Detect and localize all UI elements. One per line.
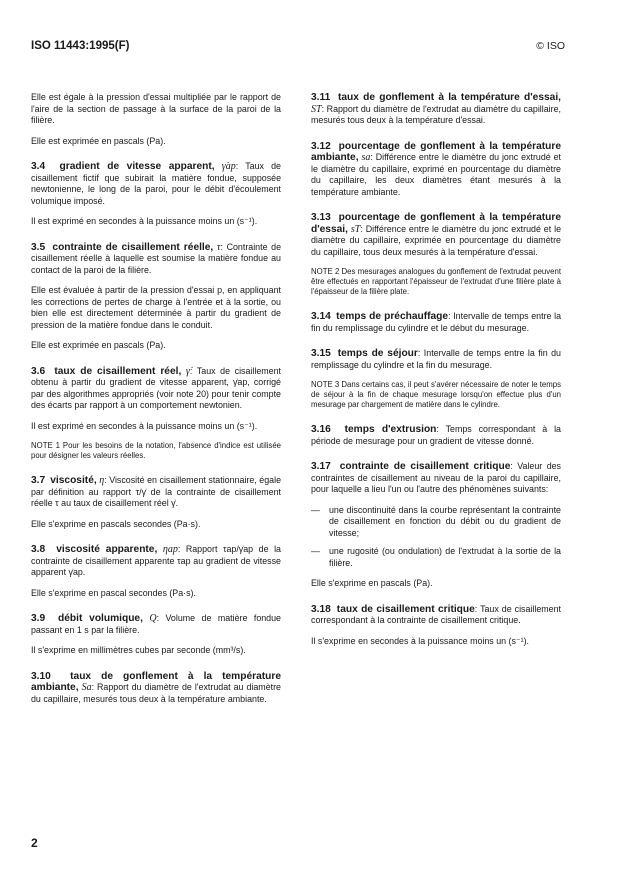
definition: : Valeur des contraintes de cisaillement au niveau de la paroi du capillaire, pour laquelle a lieu l'un ou l'autre des phénomènes suivants: bbox=[311, 461, 561, 494]
term-name: temps d'extrusion bbox=[344, 424, 437, 435]
term-3-4 bbox=[31, 161, 281, 207]
definition: : Contrainte de cisaillement réelle à laquelle est soumise la matière fondue au contact de la paroi de la filière. bbox=[31, 241, 282, 275]
clause-number: 3.9 bbox=[31, 613, 46, 624]
symbol: sa bbox=[361, 152, 371, 163]
page-number: 2 bbox=[31, 836, 38, 850]
term-name: taux de cisaillement critique bbox=[336, 603, 475, 615]
term-name: débit volumique, bbox=[58, 613, 143, 624]
clause-number: 3.8 bbox=[31, 544, 46, 555]
definition: : Volume de matière fondue passant en 1 s par la filière. bbox=[31, 613, 281, 635]
term-3-8 bbox=[31, 544, 281, 579]
definition: : Rapport du diamètre de l'extrudat au diamètre du capillaire, mesurés tous deux à la température d'essai. bbox=[311, 103, 561, 125]
term-name: viscosité, bbox=[50, 475, 97, 486]
symbol: η bbox=[99, 475, 105, 486]
symbol: Q bbox=[149, 613, 157, 624]
definition: : Temps correspondant à la période de mesurage pour un gradient de vitesse donné. bbox=[311, 424, 561, 446]
definition: : Différence entre le diamètre du jonc extrudé et le diamètre du capillaire, exprimée en pourcentage du diamètre du capillaire, tous deux mesurés à la température d'essai. bbox=[311, 223, 562, 257]
term-3-11 bbox=[311, 92, 561, 127]
note-3: NOTE 3 Dans certains cas, il peut s'avérer nécessaire de noter le temps de séjour à la fin de chaque mesurage lorsqu'on effectue plus d'un mesurage par chargement de matière dans le cylindre. bbox=[311, 380, 561, 409]
list-item-text: une rugosité (ou ondulation) de l'extrudat à la sortie de la filière. bbox=[329, 546, 561, 568]
clause-number: 3.10 bbox=[31, 670, 51, 682]
term-3-12 bbox=[311, 141, 561, 199]
clause-number: 3.6 bbox=[31, 365, 46, 377]
term-3-15 bbox=[311, 348, 561, 371]
term-3-16 bbox=[311, 424, 561, 447]
clause-number: 3.13 bbox=[311, 212, 331, 223]
clause-number: 3.7 bbox=[31, 475, 46, 486]
term-name: pourcentage de gonflement à la température ambiante, bbox=[311, 140, 561, 163]
unit-statement: Il est exprimé en secondes à la puissance moins un (s⁻¹). bbox=[31, 420, 258, 431]
definition: : Taux de cisaillement correspondant à la contrainte de cisaillement critique. bbox=[311, 603, 561, 625]
definition: : Intervalle de temps entre la fin du remplissage du cylindre et le début du mesurage. bbox=[311, 311, 562, 333]
term-name: temps de préchauffage bbox=[336, 311, 449, 322]
symbol: γ̇ bbox=[185, 365, 190, 377]
term-3-17 bbox=[311, 461, 561, 496]
term-name: gradient de vitesse apparent, bbox=[59, 161, 215, 172]
symbol: ηap bbox=[162, 544, 178, 555]
term-3-10 bbox=[31, 671, 281, 706]
note-1: NOTE 1 Pour les besoins de la notation, l'absence d'indice est utilisée pour désigner les valeurs réelles. bbox=[31, 441, 281, 460]
header-standard: ISO 11443:1995(F) bbox=[31, 40, 130, 52]
definition: : Taux de cisaillement obtenu à partir du gradient de vitesse apparent, γ̇ap, corrigé par des algorithmes appropriés (voir note 20) pour tenir compte des écarts par rapport à un comportement newtonien. bbox=[31, 365, 281, 410]
left-column bbox=[31, 92, 281, 714]
definition: : Rapport du diamètre de l'extrudat au diamètre du capillaire, mesurés tous deux à la température ambiante. bbox=[31, 682, 281, 704]
unit-statement: Elle est exprimée en pascals (Pa). bbox=[31, 340, 166, 350]
clause-number: 3.18 bbox=[311, 603, 331, 615]
paragraph: Elle est exprimée en pascals (Pa). bbox=[31, 135, 166, 146]
dash-bullet: — bbox=[311, 504, 320, 515]
term-name: pourcentage de gonflement à la température d'essai, bbox=[311, 212, 561, 235]
definition: : Taux de cisaillement fictif que subirait la matière fondue, supposée newtonienne, le long de la paroi, pour le débit d'écoulement volumique imposé. bbox=[31, 161, 281, 206]
term-3-9 bbox=[31, 613, 281, 636]
symbol: Sa bbox=[81, 682, 92, 693]
clause-number: 3.16 bbox=[311, 424, 331, 435]
term-name: contrainte de cisaillement critique bbox=[339, 461, 511, 472]
unit-statement: Elle s'exprime en pascal secondes (Pa·s). bbox=[31, 587, 196, 598]
clause-number: 3.15 bbox=[311, 348, 331, 359]
clause-number: 3.14 bbox=[311, 311, 331, 322]
term-name: taux de cisaillement réel, bbox=[54, 365, 182, 377]
definition: : Rapport τap/γ̇ap de la contrainte de cisaillement apparente τap au gradient de vitesse apparent γ̇ap. bbox=[31, 544, 281, 577]
unit-statement: Elle s'exprime en pascals (Pa). bbox=[311, 578, 433, 588]
term-3-5 bbox=[31, 242, 281, 277]
dash-bullet: — bbox=[311, 546, 320, 556]
term-3-6 bbox=[31, 366, 281, 412]
note-2: NOTE 2 Des mesurages analogues du gonflement de l'extrudat peuvent être effectués en rapportant l'épaisseur de l'extrudat d'une filière plate à l'épaisseur de la filière plate. bbox=[311, 267, 561, 296]
clause-number: 3.11 bbox=[311, 92, 331, 103]
term-name: viscosité apparente, bbox=[56, 544, 158, 555]
symbol: sT bbox=[350, 223, 361, 235]
term-name: taux de gonflement à la température ambiante, bbox=[31, 670, 281, 693]
phenomena-list bbox=[311, 505, 561, 570]
term-3-18 bbox=[311, 604, 561, 627]
definition: : Différence entre le diamètre du jonc extrudé et le diamètre du capillaire, exprimé en pourcentage du diamètre du capillaire, les deux diamètres étant mesurés à la température ambiante. bbox=[311, 152, 561, 197]
term-name: contrainte de cisaillement réelle, bbox=[52, 241, 214, 253]
paragraph: Elle est évaluée à partir de la pression d'essai p, en appliquant les corrections de pertes de charge à l'entrée et à la sortie, ou bien elle est directement déterminée à partir du gradient de pression de la matière fondue dans le conduit. bbox=[31, 285, 281, 330]
unit-statement: Il est exprimé en secondes à la puissance moins un (s⁻¹). bbox=[31, 216, 258, 226]
symbol: γ̇ap bbox=[221, 161, 236, 172]
definition: : Viscosité en cisaillement stationnaire, égale par définition au rapport τ/γ̇ de la contrainte de cisaillement réelle τ au taux de cisaillement réel γ̇. bbox=[31, 475, 282, 508]
header-copyright: © ISO bbox=[536, 40, 565, 52]
paragraph: Elle est égale à la pression d'essai multipliée par le rapport de l'aire de la section de passage à la surface de la paroi de la filière. bbox=[31, 92, 281, 125]
clause-number: 3.12 bbox=[311, 140, 331, 152]
term-3-7 bbox=[31, 475, 281, 510]
term-name: temps de séjour bbox=[337, 348, 418, 359]
term-3-14 bbox=[311, 311, 561, 334]
symbol: ST bbox=[311, 103, 322, 115]
list-item bbox=[311, 546, 561, 569]
unit-statement: Il s'exprime en millimètres cubes par seconde (mm³/s). bbox=[31, 645, 246, 655]
symbol: τ bbox=[216, 241, 221, 253]
clause-number: 3.17 bbox=[311, 461, 331, 472]
unit-statement: Elle s'exprime en pascals secondes (Pa·s). bbox=[31, 518, 201, 529]
list-item bbox=[311, 505, 561, 540]
term-name: taux de gonflement à la température d'essai, bbox=[337, 92, 561, 103]
right-column bbox=[311, 92, 561, 656]
list-item-text: une discontinuité dans la courbe représentant la contrainte de cisaillement en fonction du débit ou du gradient de vitesse; bbox=[329, 504, 561, 538]
definition: : Intervalle de temps entre la fin du remplissage du cylindre et la fin du mesurage. bbox=[311, 348, 561, 370]
clause-number: 3.4 bbox=[31, 161, 46, 172]
unit-statement: Il s'exprime en secondes à la puissance moins un (s⁻¹). bbox=[311, 635, 529, 646]
term-3-13 bbox=[311, 212, 561, 258]
clause-number: 3.5 bbox=[31, 241, 46, 253]
